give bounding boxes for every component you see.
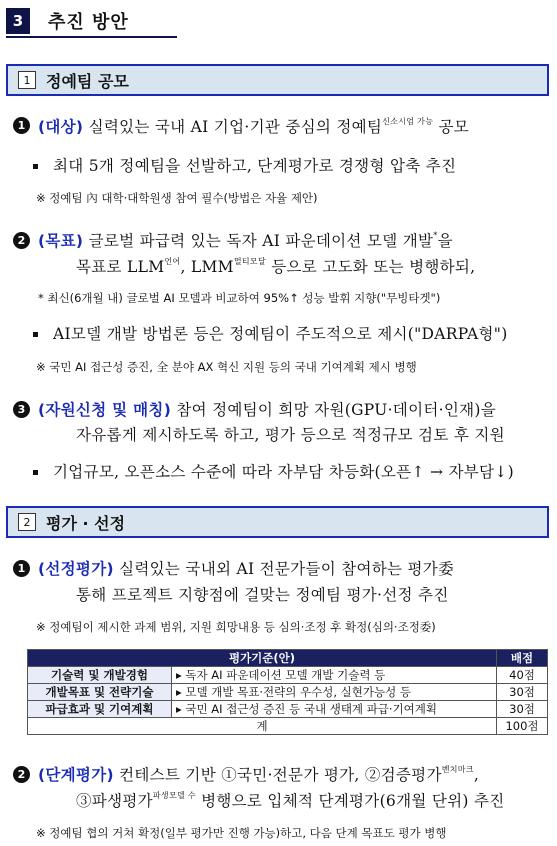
bullet-square — [33, 470, 38, 475]
s1-item2-text: 글로벌 파급력 있는 독자 AI 파운데이션 모델 개발 — [88, 232, 434, 250]
s1-item3-line2: 자유롭게 제시하도록 하고, 평가 등으로 적정규모 검토 후 지원 — [76, 426, 505, 444]
s1-item2-note2: ※ 국민 AI 접근성 증진, 全 분야 AX 혁신 지원 등의 국내 기여계획 제시 병행 — [36, 360, 417, 374]
s2-item1-text: 실력있는 국내외 AI 전문가들이 참여하는 평가委 — [119, 560, 454, 578]
s2-item2-line2-a: ③파생평가 — [76, 792, 153, 810]
s1-item2-line2-c: 등으로 고도화 또는 병행하되, — [265, 258, 476, 276]
table-cell-desc: ▸ 모델 개발 목표·전략의 우수성, 실현가능성 등 — [172, 684, 497, 701]
s2-item1-note: ※ 정예팀이 제시한 과제 범위, 지원 희망내용 등 심의·조정 후 확정(심의·조정委) — [36, 620, 436, 634]
table-cell-score: 30점 — [497, 701, 548, 718]
table-row — [28, 701, 548, 718]
evaluation-table — [27, 649, 548, 735]
section1-number: 1 — [18, 71, 36, 89]
s1-item2-sup: * — [433, 231, 438, 240]
section1-title: 정예팀 공모 — [46, 71, 129, 91]
table-cell-desc: ▸ 국민 AI 접근성 증진 등 국내 생태계 파급·기여계획 — [172, 701, 497, 718]
s1-item3-tag: (자원신청 및 매칭) — [38, 401, 172, 419]
s1-item3-line1 — [38, 398, 496, 420]
s1-item2-sup-b: 언어 — [164, 257, 181, 266]
table-header-row — [28, 650, 548, 667]
s2-item1-line2: 통해 프로젝트 지향점에 걸맞는 정예팀 평가·선정 추진 — [76, 586, 449, 604]
s1-item1-sup: 신소시엄 가능 — [382, 117, 434, 126]
item-marker-3: 3 — [13, 401, 30, 418]
table-total-label: 계 — [28, 718, 497, 735]
s1-item2-note1: * 최신(6개월 내) 글로벌 AI 모델과 비교하여 95%↑ 성능 발휘 지향("무빙타겟") — [38, 291, 441, 305]
s1-item2-text-end: 을 — [437, 232, 453, 250]
s2-item2-text: 컨테스트 기반 ①국민·전문가 평가, ②검증평가 — [119, 766, 442, 784]
s1-item3-text: 참여 정예팀이 희망 자원(GPU·데이터·인재)을 — [176, 401, 497, 419]
table-cell-category: 개발목표 및 전략기술 — [28, 684, 172, 701]
table-row — [28, 684, 548, 701]
title-underline — [6, 36, 177, 38]
section-number: 3 — [6, 8, 30, 34]
s2-item2-line2-b: 병행으로 입체적 단계평가(6개월 단위) 추진 — [195, 792, 505, 810]
table-header-score: 배점 — [497, 650, 548, 667]
table-cell-category: 기술력 및 개발경험 — [28, 667, 172, 684]
s2-item2-tag: (단계평가) — [38, 766, 114, 784]
s1-item2-sup-c: 멀티모달 — [233, 257, 266, 266]
table-cell-score: 40점 — [497, 667, 548, 684]
table-cell-desc: ▸ 독자 AI 파운데이션 모델 개발 기술력 등 — [172, 667, 497, 684]
s1-item2-line1 — [38, 229, 453, 251]
section2-number: 2 — [18, 513, 36, 531]
table-total-score: 100점 — [497, 718, 548, 735]
s1-item1-tag: (대상) — [38, 118, 84, 136]
item-marker-2: 2 — [13, 766, 30, 783]
s1-item1-text: 실력있는 국내 AI 기업·기관 중심의 정예팀 — [88, 118, 383, 136]
table-total-row — [28, 718, 548, 735]
section2-title: 평가 · 선정 — [46, 513, 126, 533]
bullet-square — [33, 332, 38, 337]
s1-item2-bullet: AI모델 개발 방법론 등은 정예팀이 주도적으로 제시("DARPA형") — [53, 325, 508, 343]
s2-item2-sup-b: 파생모델 수 — [152, 791, 196, 800]
item-marker-1: 1 — [13, 117, 30, 134]
table-header-criteria: 평가기준(안) — [28, 650, 497, 667]
s2-item1-line1 — [38, 557, 454, 579]
s2-item2-note: ※ 정예팀 협의 거쳐 확정(일부 평가만 진행 가능)하고, 다음 단계 목표도 평가 병행 — [36, 826, 447, 840]
s1-item1-line — [38, 115, 469, 137]
s1-item1-text-end: 공모 — [438, 118, 470, 136]
s2-item2-line2 — [76, 789, 505, 811]
s2-item1-tag: (선정평가) — [38, 560, 114, 578]
s1-item2-tag: (목표) — [38, 232, 84, 250]
s1-item2-line2-b: , LMM — [180, 258, 234, 276]
bullet-square — [33, 164, 38, 169]
s1-item1-note: ※ 정예팀 內 대학·대학원생 참여 필수(방법은 자율 제안) — [36, 191, 318, 205]
table-row — [28, 667, 548, 684]
s2-item2-line1 — [38, 763, 479, 785]
s2-item2-sup: 벤치마크 — [441, 765, 474, 774]
section1-header — [6, 64, 549, 96]
s1-item1-bullet: 최대 5개 정예팀을 선발하고, 단계평가로 경쟁형 압축 추진 — [53, 157, 457, 175]
s1-item2-line2 — [76, 255, 475, 277]
item-marker-1: 1 — [13, 560, 30, 577]
page-title: 추진 방안 — [48, 12, 129, 33]
s1-item2-line2-a: 목표로 LLM — [76, 258, 165, 276]
table-cell-score: 30점 — [497, 684, 548, 701]
section2-header — [6, 506, 549, 538]
s1-item3-bullet: 기업규모, 오픈소스 수준에 따라 자부담 차등화(오픈↑ → 자부담↓) — [53, 463, 514, 481]
item-marker-2: 2 — [13, 232, 30, 249]
table-cell-category: 파급효과 및 기여계획 — [28, 701, 172, 718]
s2-item2-text-end: , — [473, 766, 480, 784]
